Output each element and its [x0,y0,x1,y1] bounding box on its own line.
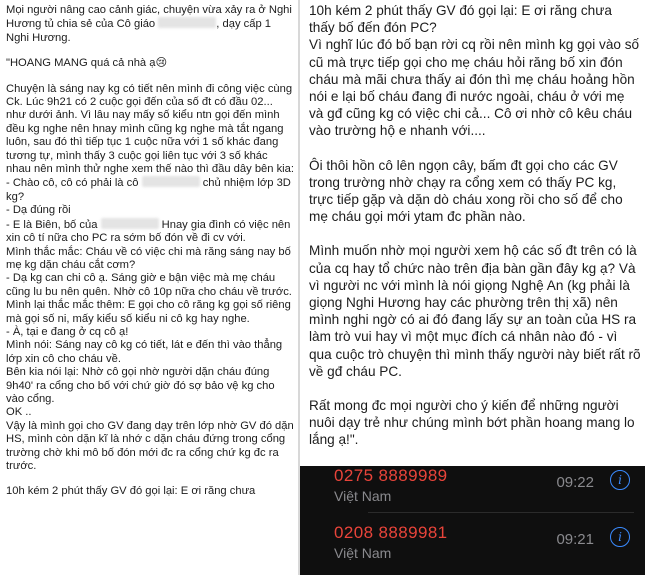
dialogue-line: - Dạ kg can chi cô ạ. Sáng giờ e bận việc mà mẹ cháu cũng lu bu nên quên. Nhờ cô 10p nữa cho cháu về trước. [6,272,292,298]
intro-text-a: Mọi người nâng cao cảnh giác, chuyện vừa xảy ra ở Nghi Hương tủ chia sẻ của Cô giáo [6,4,292,31]
info-icon[interactable]: i [610,470,630,490]
row-separator [368,512,634,513]
redacted-name [142,176,200,187]
story-paragraph: Rất mong đc mọi người cho ý kiến để những người nuôi dạy trẻ như chúng mình bớt phần hoang mang lo lắng ạ!". [309,398,635,448]
story-paragraph: Chuyện là sáng nay kg có tiết nên mình đi công việc cùng Ck. Lúc 9h21 có 2 cuộc gọi đến của số đt có đầu 02... như dưới ảnh. Vì lâu nay mấy số kiểu ntn gọi đến mình đều kg nghe nên hnay mình cũng kg nghe mà tắt ngang luôn, sau đó thì tiếp tục 1 cuộc nữa với 1 số khác đang tương tự, mình thấy 3 cuộc gọi liên tục với 3 số khác nhau nên mình thử nghe xem thế nào thì đầu dây bên kia: [6,82,295,176]
caller-country: Việt Nam [334,488,392,504]
story-paragraph: Mình muốn nhờ mọi người xem hộ các số đt trên có là của cq hay tổ chức nào trên địa bàn gần đây kg ạ? Và vì người nc với mình là nói giọng Nghệ An (kg phải là giọng Nghi Hương hay các phường trên thị xã) nên mình nghi ngờ có ai đó đang lấy sự an toàn của HS ra làm trò vui hay vì một mục đích cá nhân nào đó - vì qua cuộc trò chuyện thì mình thấy người này biết rất rõ về gđ cháu PC. [309,243,641,379]
story-paragraph: Ôi thôi hồn cô lên ngọn cây, bấm đt gọi cho các GV trong trường nhờ chạy ra cổng xem có thấy PC kg, trực tiếp gặp và dặn dò cháu xong rồi cho số để cho mẹ cháu gọi mới ytam đc phần nào. [309,157,623,225]
call-log-row[interactable] [334,523,634,571]
dialogue-line [6,176,294,204]
left-post-text [6,4,294,499]
dialogue-line: Mình thắc mắc: Cháu về có việc chi mà răng sáng nay bố mẹ kg dặn cháu cắt cơm? [6,245,291,271]
dialogue-line: Vậy là mình gọi cho GV đang dạy trên lớp nhờ GV đó dặn HS, mình còn dặn kĩ là nhớ c dặn cháu đứng trong cổng trường chờ khi mô bố đón mới đc ra cổng chứ kg đc ra trước. [6,419,294,472]
caller-number: 0275 8889989 [334,466,448,485]
call-log-screenshot [300,466,645,575]
dialogue-line: Bên kia nói lại: Nhờ cô gọi nhờ người dặn cháu đúng 9h40' ra cổng cho bố với chứ giờ đó sợ bảo vệ kg cho vào cổng. [6,366,275,405]
dialogue-line: - À, tại e đang ở cq cô ạ! [6,325,129,338]
post-headline: "HOANG MANG quá cả nhà ạ😢 [6,57,168,70]
dialogue-text-b: chủ nhiệm lớp 3D kg? [6,177,291,203]
dialogue-line: 10h kém 2 phút thấy GV đó gọi lại: E ơi răng chưa [6,485,256,498]
dialogue-text-a: - Chào cô, cô có phải là cô [6,177,139,190]
dialogue-line: Mình lại thắc mắc thêm: E gọi cho cô răng kg gọi số riêng mà gọi số ni, mấy kiểu số kiểu ni cô kg hay nghe. [6,299,291,325]
dialogue-text-b: Hnay gia đình có việc nên xin cô tí nữa cho PC ra sớm bố đón về đi cv với. [6,218,291,245]
left-post-column [0,0,298,575]
caller-number: 0208 8889981 [334,523,448,542]
story-paragraph: Vì nghĩ lúc đó bố bạn rời cq rồi nên mình kg gọi vào số cũ mà trực tiếp gọi cho mẹ cháu hỏi răng bố xin đón cháu mà mãi chưa thấy ai đón thì mẹ cháu hoảng hồn nói e lại bố cháu đang đi nước ngoài, cháu ở với mẹ và gđ cũng kg có việc chi cả... Cô ơi nhờ cô kêu cháu vào trường hộ e nhanh với.... [309,37,640,139]
post-intro [6,4,294,45]
dialogue-line: - Dạ đúng rồi [6,204,71,217]
dialogue-line: OK .. [6,406,32,419]
right-post-text [309,2,641,449]
redacted-name [101,218,159,229]
dialogue-line: Mình nói: Sáng nay cô kg có tiết, lát e đến thì vào thẳng lớp xin cô cho cháu về. [6,339,283,365]
call-log-row[interactable] [334,466,634,514]
call-time: 09:21 [556,531,594,548]
dialogue-text-a: - E là Biên, bố của [6,218,98,231]
call-time: 09:22 [556,474,594,491]
redacted-name [158,17,216,28]
info-icon[interactable]: i [610,527,630,547]
intro-text-b: , dạy cấp 1 Nghi Hương. [6,18,272,44]
dialogue-line [6,218,294,246]
story-paragraph: 10h kém 2 phút thấy GV đó gọi lại: E ơi răng chưa thấy bố đến đón PC? [309,3,612,36]
caller-country: Việt Nam [334,545,392,561]
